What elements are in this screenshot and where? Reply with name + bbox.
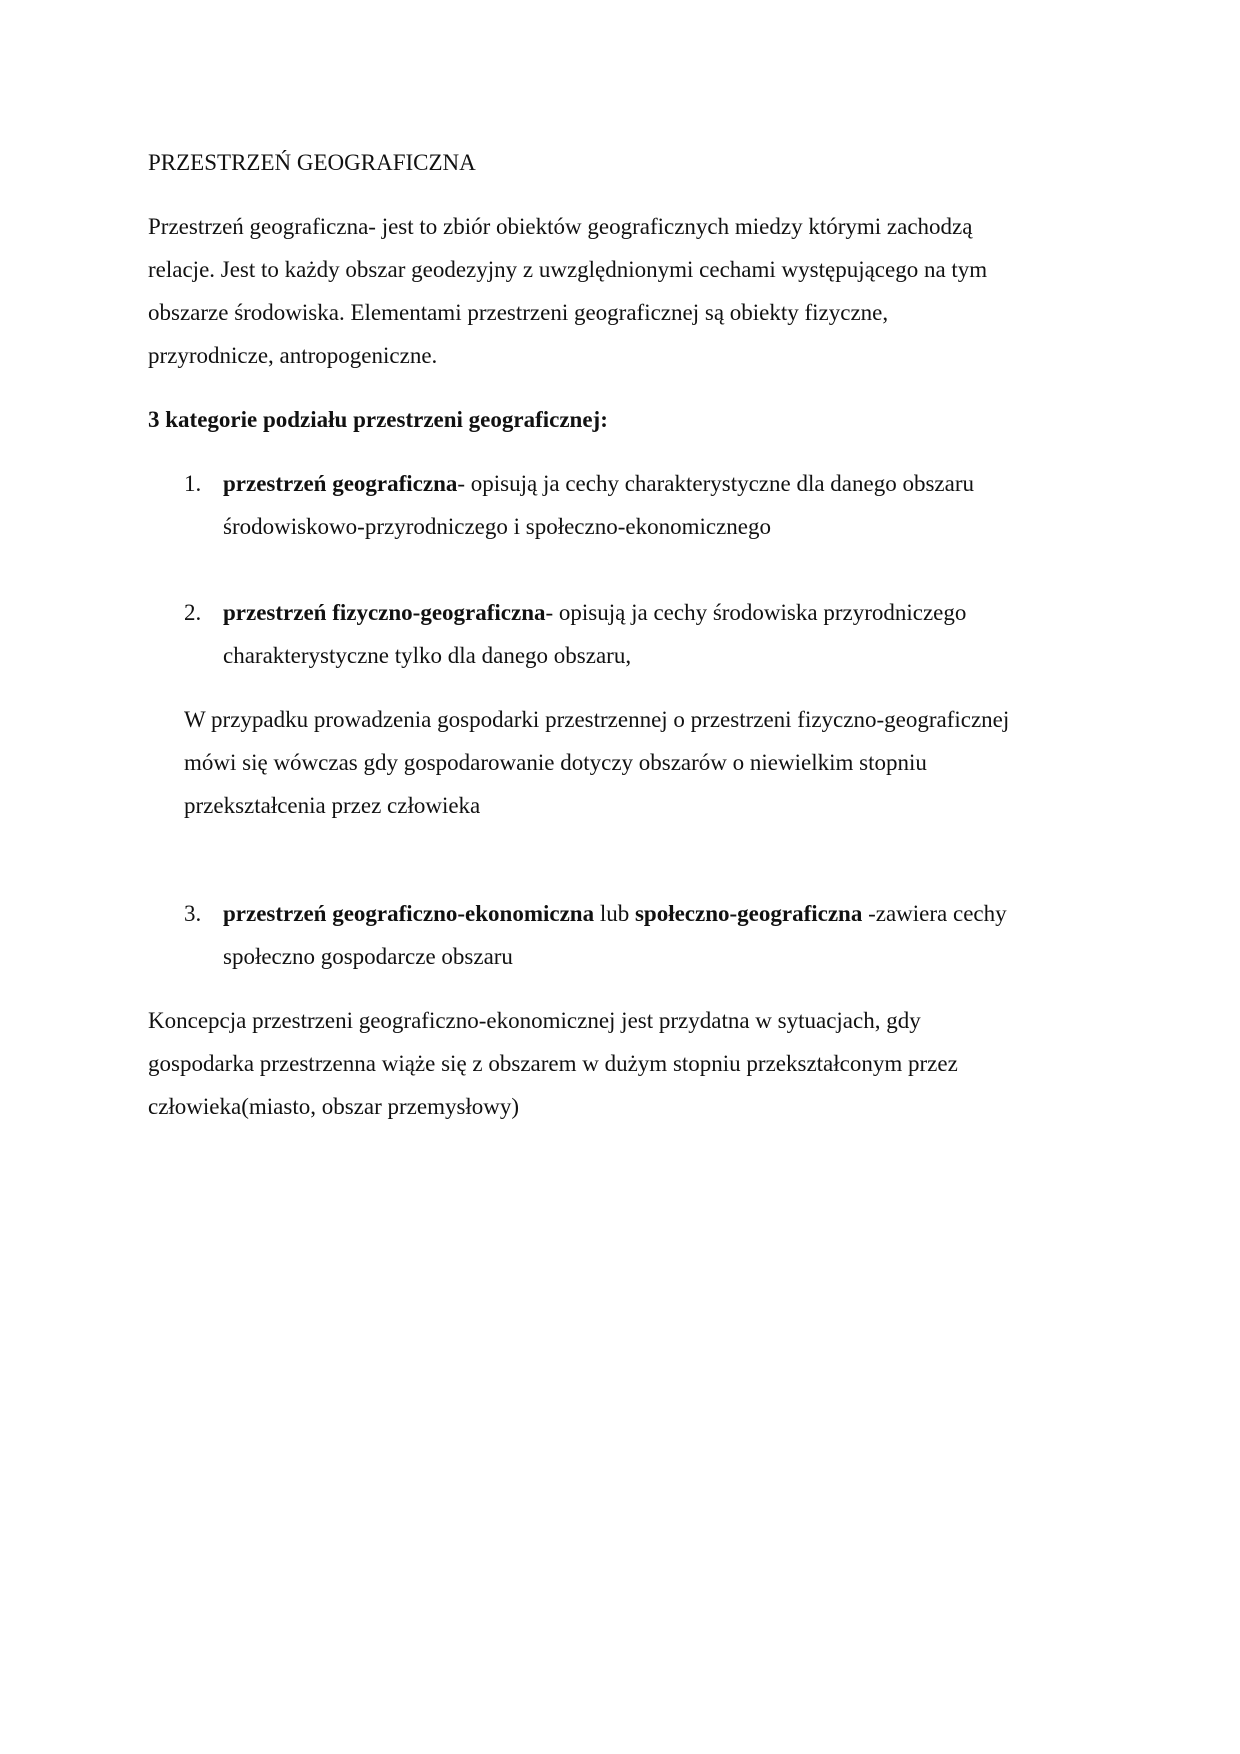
note-line-1: W przypadku prowadzenia gospodarki przestrzennej o przestrzeni fizyczno-geograficznej [184, 707, 1010, 732]
list-item-3-term-2: społeczno-geograficzna [634, 901, 863, 926]
list-item-2-rest: - opisują ja cechy środowiska przyrodniczego [545, 600, 967, 625]
list-item-3-rest: -zawiera cechy [862, 901, 1007, 926]
list-item-2-number: 2. [184, 600, 202, 625]
page-title: PRZESTRZEŃ GEOGRAFICZNA [148, 150, 476, 175]
list-item-1-term: przestrzeń geograficzna [223, 471, 458, 496]
list-item-3-mid: lub [594, 901, 635, 926]
list-item-3-line-1 [223, 899, 1007, 929]
categories-heading [148, 405, 608, 435]
conclusion-line-1: Koncepcja przestrzeni geograficzno-ekonomicznej jest przydatna w sytuacjach, gdy [148, 1008, 921, 1033]
note-line-2: mówi się wówczas gdy gospodarowanie dotyczy obszarów o niewielkim stopniu [184, 750, 927, 775]
intro-line-4: przyrodnicze, antropogeniczne. [148, 343, 438, 368]
list-item-2-line-2: charakterystyczne tylko dla danego obszaru, [223, 643, 632, 668]
intro-line-2: relacje. Jest to każdy obszar geodezyjny z uwzględnionymi cechami występującego na tym [148, 257, 988, 282]
list-item-2-term: przestrzeń fizyczno-geograficzna [223, 600, 546, 625]
conclusion-line-2: gospodarka przestrzenna wiąże się z obszarem w dużym stopniu przekształconym przez [148, 1051, 958, 1076]
list-item-1-line-1 [223, 469, 974, 499]
list-item-1-line-2: środowiskowo-przyrodniczego i społeczno-ekonomicznego [223, 514, 772, 539]
list-item-3-term: przestrzeń geograficzno-ekonomiczna [223, 901, 595, 926]
note-line-3: przekształcenia przez człowieka [184, 793, 481, 818]
list-item-3-number: 3. [184, 901, 202, 926]
list-item-3-line-2: społeczno gospodarcze obszaru [223, 944, 513, 969]
list-item-1-rest: - opisują ja cechy charakterystyczne dla danego obszaru [457, 471, 974, 496]
conclusion-line-3: człowieka(miasto, obszar przemysłowy) [148, 1094, 520, 1119]
list-item-2-line-1 [223, 598, 966, 628]
intro-line-1: Przestrzeń geograficzna- jest to zbiór obiektów geograficznych miedzy którymi zachodzą [148, 214, 973, 239]
intro-line-3: obszarze środowiska. Elementami przestrzeni geograficznej są obiekty fizyczne, [148, 300, 889, 325]
list-item-1-number: 1. [184, 471, 202, 496]
categories-heading-text: 3 kategorie podziału przestrzeni geograficznej: [148, 407, 608, 432]
